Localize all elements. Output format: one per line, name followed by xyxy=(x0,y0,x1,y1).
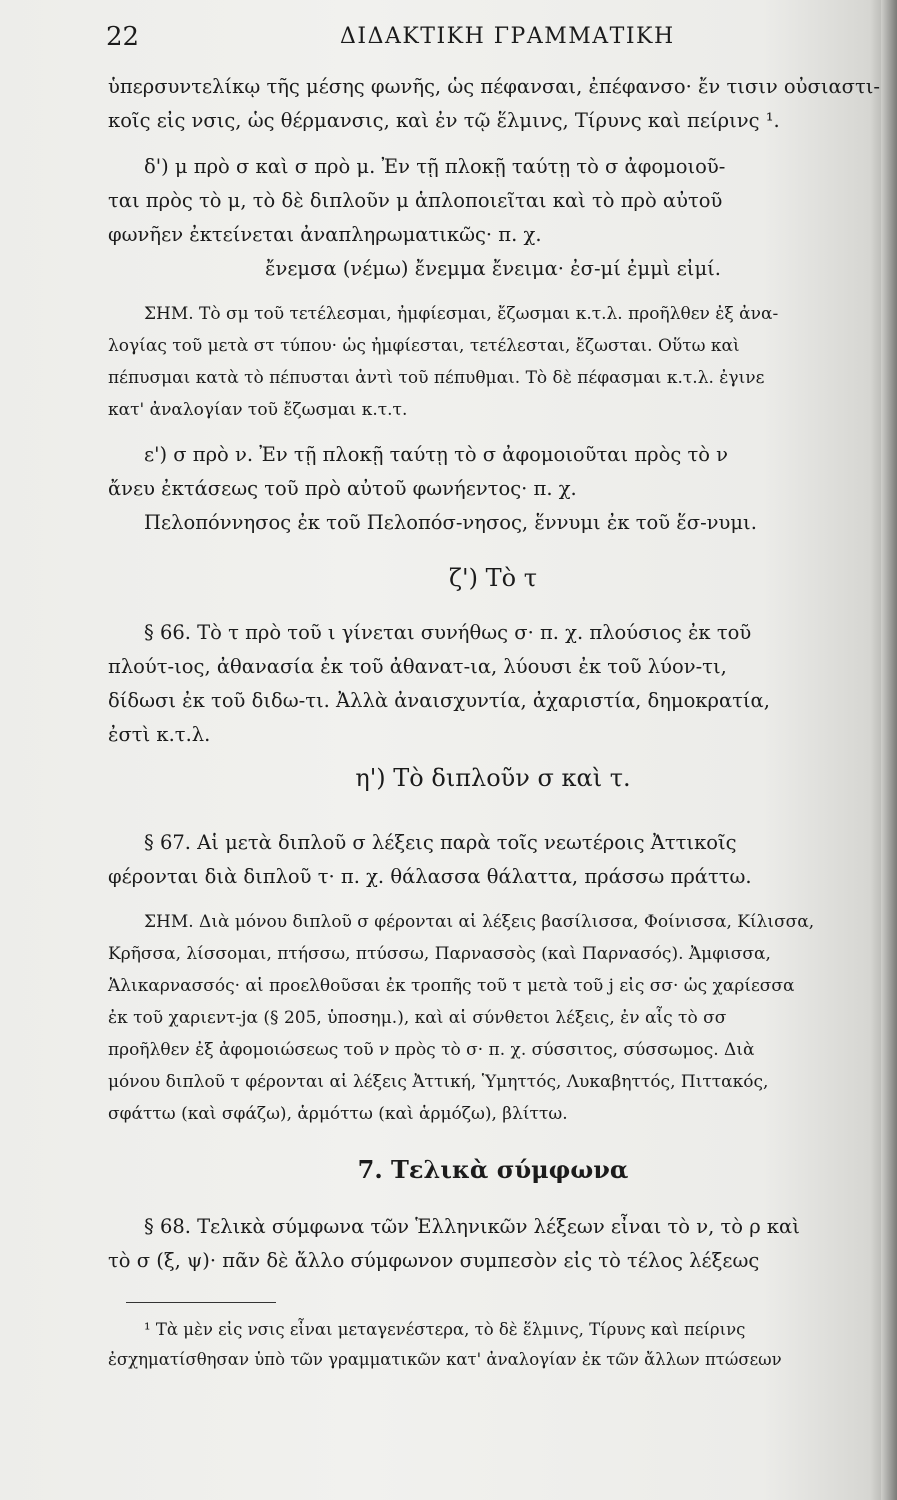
running-header xyxy=(0,18,897,58)
paragraph-67: § 67. Αἱ μετὰ διπλοῦ σ λέξεις παρὰ τοῖς νεωτέροις Ἀττικοῖς xyxy=(144,831,737,854)
footnote-divider xyxy=(126,1302,276,1303)
text-line: Ἁλικαρνασσός· αἱ προελθοῦσαι ἐκ τροπῆς τοῦ τ μετὰ τοῦ j εἰς σσ· ὡς χαρίεσσα xyxy=(108,976,795,996)
text-line: τὸ σ (ξ, ψ)· πᾶν δὲ ἄλλο σύμφωνον συμπεσὸν εἰς τὸ τέλος λέξεως xyxy=(108,1249,760,1272)
subsection-heading-eta: η') Τὸ διπλοῦν σ καὶ τ. xyxy=(355,764,631,792)
text-line: ται πρὸς τὸ μ, τὸ δὲ διπλοῦν μ ἁπλοποιεῖται καὶ τὸ πρὸ αὐτοῦ xyxy=(108,189,723,212)
paragraph-66: § 66. Τὸ τ πρὸ τοῦ ι γίνεται συνήθως σ· π. χ. πλούσιος ἐκ τοῦ xyxy=(144,621,752,644)
subsection-epsilon: ε') σ πρὸ ν. Ἐν τῇ πλοκῇ ταύτῃ τὸ σ ἀφομοιοῦται πρὸς τὸ ν xyxy=(144,443,729,466)
paragraph-68: § 68. Τελικὰ σύμφωνα τῶν Ἑλληνικῶν λέξεων εἶναι τὸ ν, τὸ ρ καὶ xyxy=(144,1215,800,1238)
text-line: φέρονται διὰ διπλοῦ τ· π. χ. θάλασσα θάλαττα, πράσσω πράττω. xyxy=(108,865,752,888)
text-line: πέπυσμαι κατὰ τὸ πέπυσται ἀντὶ τοῦ πέπυθμαι. Τὸ δὲ πέφασμαι κ.τ.λ. ἐγινε xyxy=(108,368,765,388)
body-text xyxy=(108,70,878,1375)
text-line: ἄνευ ἐκτάσεως τοῦ πρὸ αὐτοῦ φωνήεντος· π. χ. xyxy=(108,477,577,500)
text-line: μόνου διπλοῦ τ φέρονται αἱ λέξεις Ἀττική, Ὑμηττός, Λυκαβηττός, Πιττακός, xyxy=(108,1072,769,1092)
text-line: κοῖς εἰς νσις, ὡς θέρμανσις, καὶ ἐν τῷ ἕλμινς, Τίρυνς καὶ πείρινς ¹. xyxy=(108,109,780,132)
text-line: Κρῆσσα, λίσσομαι, πτήσσω, πτύσσω, Παρνασσὸς (καὶ Παρνασός). Ἀμφισσα, xyxy=(108,944,771,964)
section-heading: 7. Τελικὰ σύμφωνα xyxy=(357,1155,629,1184)
text-line: σφάττω (καὶ σφάζω), ἁρμόττω (καὶ ἁρμόζω), βλίττω. xyxy=(108,1104,568,1124)
example-line: Πελοπόννησος ἐκ τοῦ Πελοπόσ-νησος, ἕννυμι ἐκ τοῦ ἕσ-νυμι. xyxy=(144,511,757,534)
footnote-line: ¹ Τὰ μὲν εἰς νσις εἶναι μεταγενέστερα, τὸ δὲ ἕλμινς, Τίρυνς καὶ πείρινς xyxy=(144,1320,746,1339)
note-sem: ΣΗΜ. Τὸ σμ τοῦ τετέλεσμαι, ἠμφίεσμαι, ἔζωσμαι κ.τ.λ. προῆλθεν ἐξ ἀνα- xyxy=(144,304,779,324)
text-line: προῆλθεν ἐξ ἀφομοιώσεως τοῦ ν πρὸς τὸ σ· π. χ. σύσσιτος, σύσσωμος. Διὰ xyxy=(108,1040,755,1060)
page-number: 22 xyxy=(106,22,140,52)
subsection-heading-zeta: ζ') Τὸ τ xyxy=(449,564,537,592)
text-line: ὑπερσυντελίκῳ τῆς μέσης φωνῆς, ὡς πέφανσαι, ἐπέφανσο· ἔν τισιν οὐσιαστι- xyxy=(108,75,880,98)
example-line: ἔνεμσα (νέμω) ἔνεμμα ἔνειμα· ἐσ-μί ἐμμὶ εἰμί. xyxy=(265,257,721,280)
text-line: ἐκ τοῦ χαριεντ-jα (§ 205, ὑποσημ.), καὶ αἱ σύνθετοι λέξεις, ἐν αἷς τὸ σσ xyxy=(108,1008,727,1028)
subsection-delta: δ') μ πρὸ σ καὶ σ πρὸ μ. Ἐν τῇ πλοκῇ ταύτῃ τὸ σ ἀφομοιοῦ- xyxy=(144,155,726,178)
footnote-line: ἐσχηματίσθησαν ὑπὸ τῶν γραμματικῶν κατ' ἀναλογίαν ἐκ τῶν ἄλλων πτώσεων xyxy=(108,1350,782,1369)
text-line: ἐστὶ κ.τ.λ. xyxy=(108,723,211,746)
text-line: δίδωσι ἐκ τοῦ διδω-τι. Ἀλλὰ ἀναισχυντία, ἀχαριστία, δημοκρατία, xyxy=(108,689,770,712)
text-line: κατ' ἀναλογίαν τοῦ ἔζωσμαι κ.τ.τ. xyxy=(108,400,408,420)
note-sem: ΣΗΜ. Διὰ μόνου διπλοῦ σ φέρονται αἱ λέξεις βασίλισσα, Φοίνισσα, Κίλισσα, xyxy=(144,912,815,932)
text-line: φωνῆεν ἐκτείνεται ἀναπληρωματικῶς· π. χ. xyxy=(108,223,542,246)
text-line: λογίας τοῦ μετὰ στ τύπου· ὡς ἠμφίεσται, τετέλεσται, ἔζωσται. Οὕτω καὶ xyxy=(108,336,740,356)
running-title: ΔΙΔΑΚΤΙΚΗ ΓΡΑΜΜΑΤΙΚΗ xyxy=(340,24,675,49)
text-line: πλούτ-ιος, ἀθανασία ἐκ τοῦ ἀθανατ-ια, λύουσι ἐκ τοῦ λύον-τι, xyxy=(108,655,727,678)
page-edge-shadow xyxy=(881,0,897,1500)
